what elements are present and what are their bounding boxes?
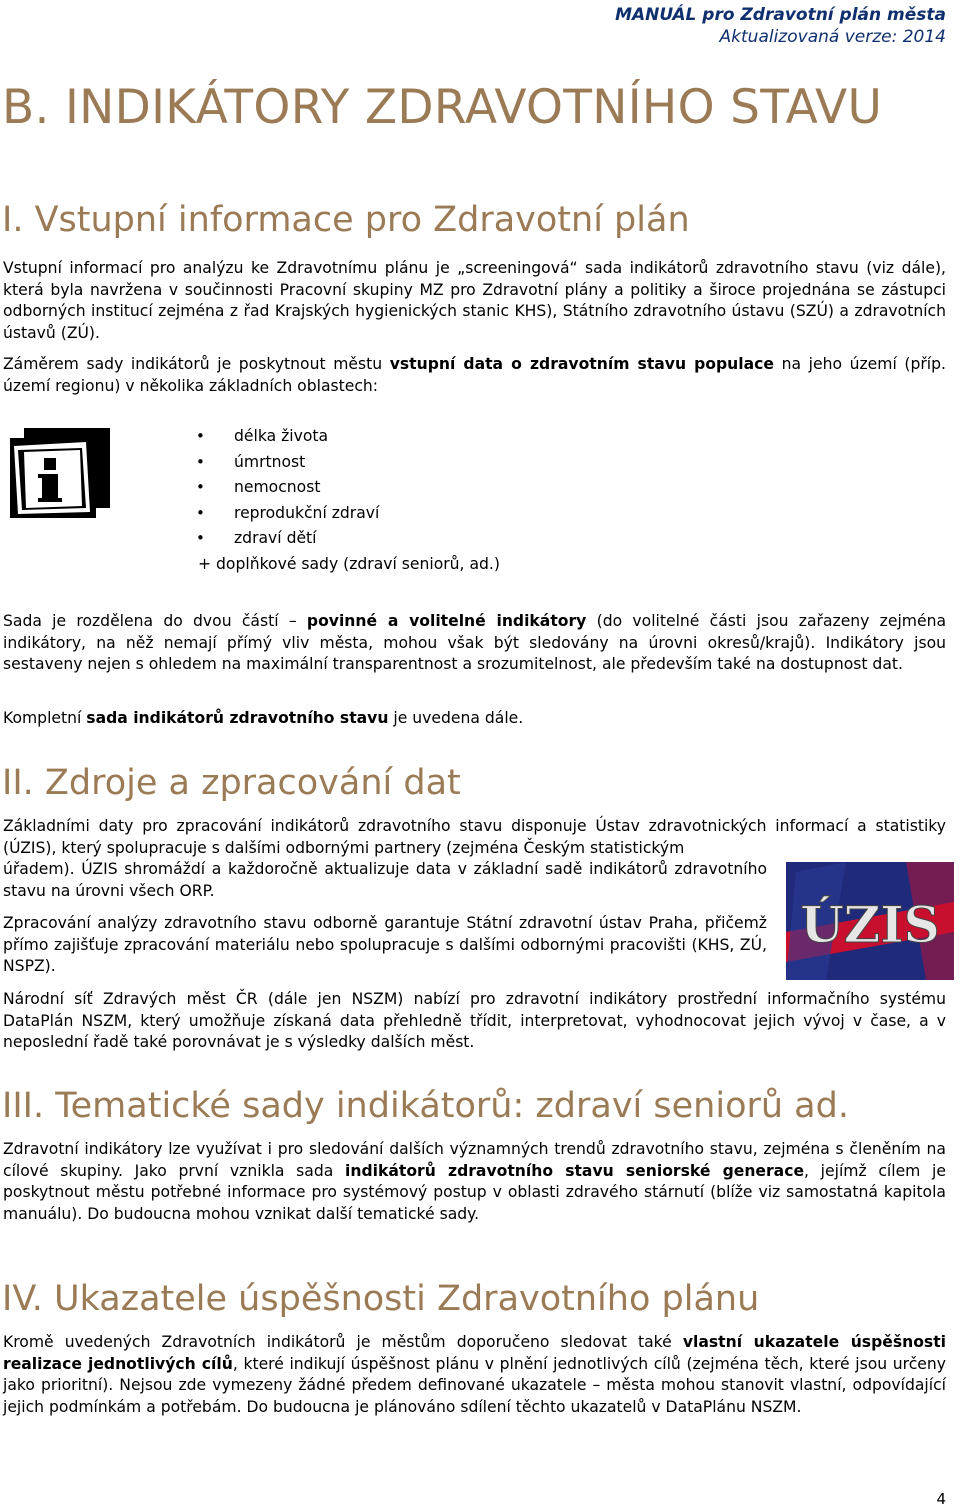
- bold-span: indikátorů zdravotního stavu seniorské generace: [345, 1161, 805, 1180]
- text-span: Záměrem sady indikátorů je poskytnout městu: [3, 355, 390, 373]
- header-version: Aktualizovaná verze: 2014: [719, 27, 946, 47]
- bold-span: vlastní ukazatele úspěšnosti realizace jednotlivých cílů: [3, 1333, 947, 1373]
- page-header: [615, 4, 946, 48]
- section2-paragraph3: Národní síť Zdravých měst ČR (dále jen NSZM) nabízí pro zdravotní indikátory prostřední informačního systému DataPlán NSZM, který umožňuje získaná data přehledně třídit, interpretovat, vyhodnocovat jejich vývoj v čase, a v neposlední řadě také porovnávat je s výsledky dalších měst.: [3, 990, 946, 1051]
- section2-paragraph2: Zpracování analýzy zdravotního stavu odborně garantuje Státní zdravotní ústav Praha, přičemž přímo zajišťuje zpracování materiálu nebo spolupracuje s dalšími odbornými pracovišti (KHS, ZÚ, NSPZ).: [3, 914, 767, 975]
- text-span: je uvedena dále.: [388, 709, 524, 727]
- section2-heading: II. Zdroje a zpracování dat: [2, 763, 461, 803]
- section4-paragraph1: [3, 1332, 946, 1418]
- section3-heading: III. Tematické sady indikátorů: zdraví seniorů ad.: [2, 1086, 849, 1126]
- section2-paragraph1: Základními daty pro zpracování indikátorů zdravotního stavu disponuje Ústav zdravotnických informací a statistiky (ÚZIS), který spolupracuje s dalšími odbornými partnery (zejména Českým statistickým: [3, 817, 946, 857]
- list-extra: + doplňkové sady (zdraví seniorů, ad.): [198, 555, 500, 573]
- bold-span: vstupní data o zdravotním stavu populace: [389, 355, 774, 373]
- text-span: , které indikují úspěšnost plánu v plnění jednotlivých cílů (zejména těch, které jsou určeny jako prioritní). Nejsou zde vymezeny žádné předem definované ukazatele – města mohou stanovit vlastní, odpovídající jejich podmínkám a potřebám. Do budoucna je plánováno sdílení těchto ukazatelů v DataPlánu NSZM.: [3, 1354, 946, 1416]
- list-item: • zdraví dětí: [196, 526, 379, 552]
- info-icon: [10, 428, 110, 518]
- header-title: MANUÁL pro Zdravotní plán města: [615, 5, 946, 25]
- text-span: Sada je rozdělena do dvou částí –: [3, 612, 307, 630]
- main-title: B. INDIKÁTORY ZDRAVOTNÍHO STAVU: [2, 80, 883, 135]
- section1-heading: I. Vstupní informace pro Zdravotní plán: [2, 200, 690, 240]
- page-number: 4: [936, 1490, 946, 1508]
- uzis-logo: [786, 862, 954, 980]
- section4-heading: IV. Ukazatele úspěšnosti Zdravotního plánu: [2, 1279, 760, 1319]
- text-span: Kromě uvedených Zdravotních indikátorů je městům doporučeno sledovat také: [3, 1333, 683, 1351]
- text-span: , jejímž cílem je poskytnout městu potřebné informace pro systémový postup v oblasti zdravého stárnutí (blíže viz samostatná kapitola manuálu). Do budoucna mohou vznikat další tematické sady.: [3, 1161, 946, 1223]
- text-span: Kompletní: [3, 709, 87, 727]
- list-item: • reprodukční zdraví: [196, 501, 379, 527]
- list-item: • nemocnost: [196, 475, 379, 501]
- text-span: na jeho území (příp. území regionu) v několika základních oblastech:: [3, 355, 946, 395]
- section1-paragraph1: Vstupní informací pro analýzu ke Zdravotnímu plánu je „screeningová“ sada indikátorů zdravotního stavu (viz dále), která byla navržena v součinnosti Pracovní skupiny MZ pro Zdravotní plány a politiky a široce projednána se zástupci odborných institucí zejména z řad Krajských hygienických stanic KHS), Státního zdravotního ústavu (SZÚ) a zdravotních ústavů (ZÚ).: [3, 259, 946, 342]
- section2-paragraph1-continued: úřadem). ÚZIS shromáždí a každoročně aktualizuje data v základní sadě indikátorů zdravotního stavu na úrovni všech ORP.: [3, 860, 767, 900]
- bold-span: povinné a volitelné indikátory: [306, 612, 587, 630]
- section1-paragraph3: [3, 611, 946, 676]
- indicator-areas-list: [196, 424, 379, 552]
- list-item: • délka života: [196, 424, 379, 450]
- section3-paragraph1: [3, 1139, 946, 1225]
- text-span: (do volitelné části jsou zařazeny zejména indikátory, na něž nemají přímý vliv města, mohou však být sledovány na úrovni okresů/krajů). Indikátory jsou sestaveny nejen s ohledem na maximální transparentnost a srozumitelnost, ale především také na dostupnost dat.: [3, 612, 947, 673]
- uzis-logo-text: ÚZIS: [800, 895, 940, 954]
- list-item: • úmrtnost: [196, 450, 379, 476]
- section1-paragraph4: [3, 708, 946, 730]
- bold-span: sada indikátorů zdravotního stavu: [86, 709, 389, 727]
- text-span: Zdravotní indikátory lze využívat i pro sledování dalších významných trendů zdravotního stavu, zejména s členěním na cílové skupiny. Jako první vznikla sada: [3, 1140, 946, 1180]
- section1-paragraph2: [3, 354, 946, 397]
